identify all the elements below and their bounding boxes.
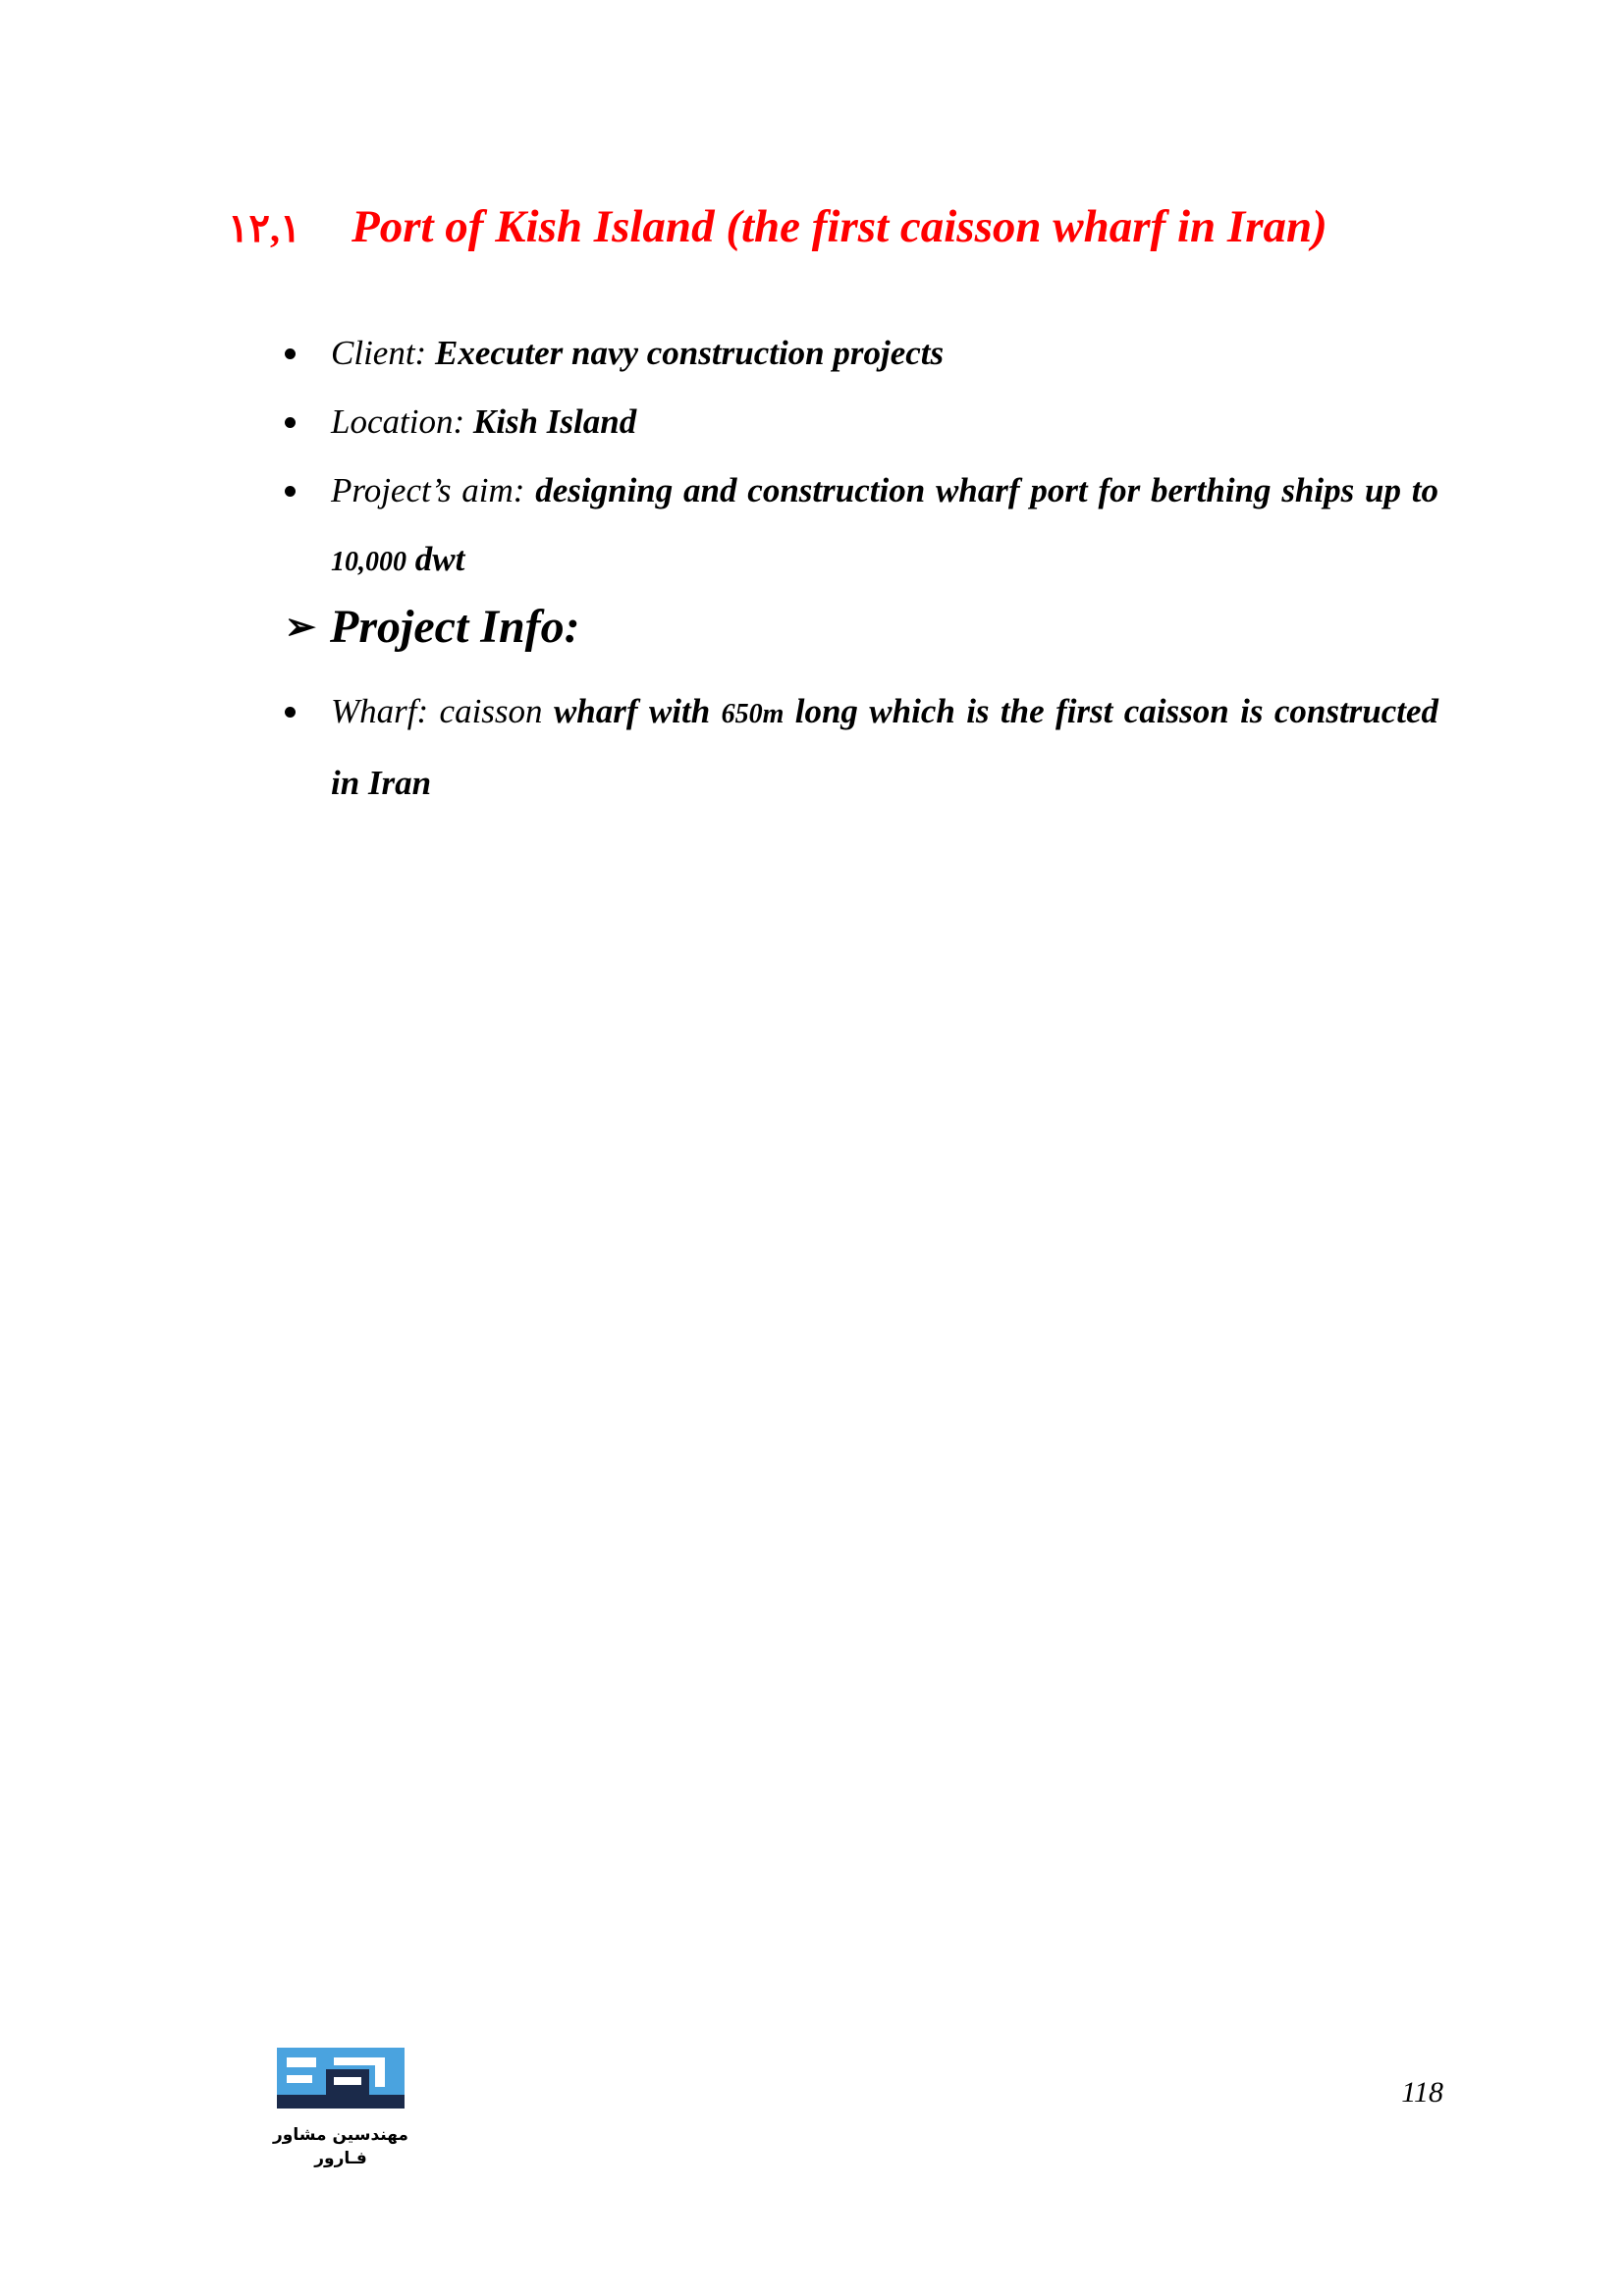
section-heading (228, 192, 1445, 261)
client-value: Executer navy construction projects (434, 334, 945, 372)
project-info-heading (285, 593, 580, 662)
list-item-aim (280, 456, 1438, 597)
project-info-title: Project Info: (330, 601, 580, 653)
wharf-length: 650m (721, 699, 785, 729)
list-item-wharf (280, 677, 1438, 818)
location-value: Kish Island (472, 402, 637, 441)
company-logo (273, 2048, 408, 2195)
aim-unit: dwt (414, 540, 465, 578)
arrow-bullet-icon: ➢ (285, 607, 316, 648)
list-item-location (280, 388, 1438, 456)
logo-mark-icon (277, 2048, 405, 2109)
logo-text-line2: فـارور (314, 2149, 367, 2168)
bullet-icon (285, 486, 296, 497)
bullet-icon (285, 707, 296, 718)
wharf-type: caisson (439, 692, 543, 730)
wharf-description: long which is the first caisson is constructed in Iran (331, 692, 1439, 802)
aim-value: designing and construction wharf port for berthing ships up to (535, 471, 1439, 509)
location-label: Location: (331, 402, 465, 441)
section-title: Port of Kish Island (the first caisson wharf in Iran) (352, 201, 1327, 252)
bullet-icon (285, 417, 296, 428)
project-details-list (280, 319, 1438, 597)
project-info-list (280, 677, 1438, 818)
list-item-client (280, 319, 1438, 388)
wharf-value: wharf with (553, 692, 711, 730)
section-number: ١٢,١ (228, 206, 301, 250)
page-number: 118 (1401, 2076, 1443, 2109)
logo-text-line1: مهندسین مشاور (273, 2125, 408, 2145)
bullet-icon (285, 348, 296, 359)
wharf-label: Wharf: (331, 692, 429, 730)
aim-label: Project’s aim: (331, 471, 525, 509)
aim-capacity: 10,000 (331, 547, 406, 577)
client-label: Client: (331, 334, 427, 372)
